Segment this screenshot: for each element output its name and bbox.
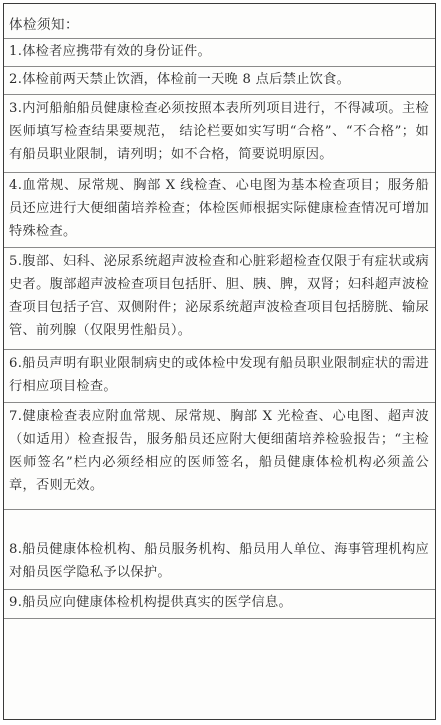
item-number: 2. [9,72,23,87]
notice-heading: 体检须知： [9,17,79,33]
item-text: 健康检查表应附血常规、尿常规、胸部 X 光检查、心电图、超声波（如适用）检查报告，服务船员还应附大便细菌培养检验报告；“主检医师签名”栏内必须经相应的医师签名，船员健康体检机构必须盖公章，否则无效。 [9,409,429,493]
notice-item-3 [9,97,429,166]
item-number: 5. [9,254,23,269]
notice-item-7 [9,405,429,497]
notice-item-4 [9,174,429,243]
item-number: 6. [9,356,23,371]
notice-item-8 [9,538,429,584]
divider [4,94,435,95]
divider [4,38,435,39]
divider [4,509,435,510]
notice-item-1 [9,40,429,63]
item-text: 船员声明有职业限制病史的或体检中发现有船员职业限制症状的需进行相应项目检查。 [9,356,429,394]
notice-item-5 [9,250,429,342]
item-number: 8. [9,542,23,557]
divider [4,402,435,403]
notice-item-6 [9,352,429,398]
divider [4,172,435,173]
item-number: 3. [9,101,23,116]
item-number: 1. [9,44,23,59]
divider [4,618,435,619]
notice-frame [3,3,436,720]
item-number: 4. [9,178,23,193]
item-text: 体检前两天禁止饮酒，体检前一天晚 8 点后禁止饮食。 [22,72,351,87]
divider [4,247,435,248]
divider [4,66,435,67]
notice-item-9 [9,591,429,614]
item-text: 船员应向健康体检机构提供真实的医学信息。 [22,595,292,610]
item-number: 7. [9,409,23,424]
item-text: 体检者应携带有效的身份证件。 [22,44,212,59]
divider [4,589,435,590]
divider [4,349,435,350]
notice-item-2 [9,68,429,91]
item-number: 9. [9,595,23,610]
item-text: 船员健康体检机构、船员服务机构、船员用人单位、海事管理机构应对船员医学隐私予以保护。 [9,542,429,580]
item-text: 内河船舶船员健康检查必须按照本表所列项目进行，不得减项。主检医师填写检查结果要规范， 结论栏要如实写明“合格”、“不合格”；如有船员职业限制，请列明；如不合格，简要说明原因。 [9,101,429,162]
item-text: 血常规、尿常规、胸部 X 线检查、心电图为基本检查项目；服务船员还应进行大便细菌培养检查；体检医师根据实际健康检查情况可增加特殊检查。 [9,178,429,239]
item-text: 腹部、妇科、泌尿系统超声波检查和心脏彩超检查仅限于有症状或病史者。腹部超声波检查项目包括肝、胆、胰、脾，双肾；妇科超声波检查项目包括子宫、双侧附件；泌尿系统超声波检查项目包括膀胱、输尿管、前列腺（仅限男性船员）。 [9,254,429,338]
